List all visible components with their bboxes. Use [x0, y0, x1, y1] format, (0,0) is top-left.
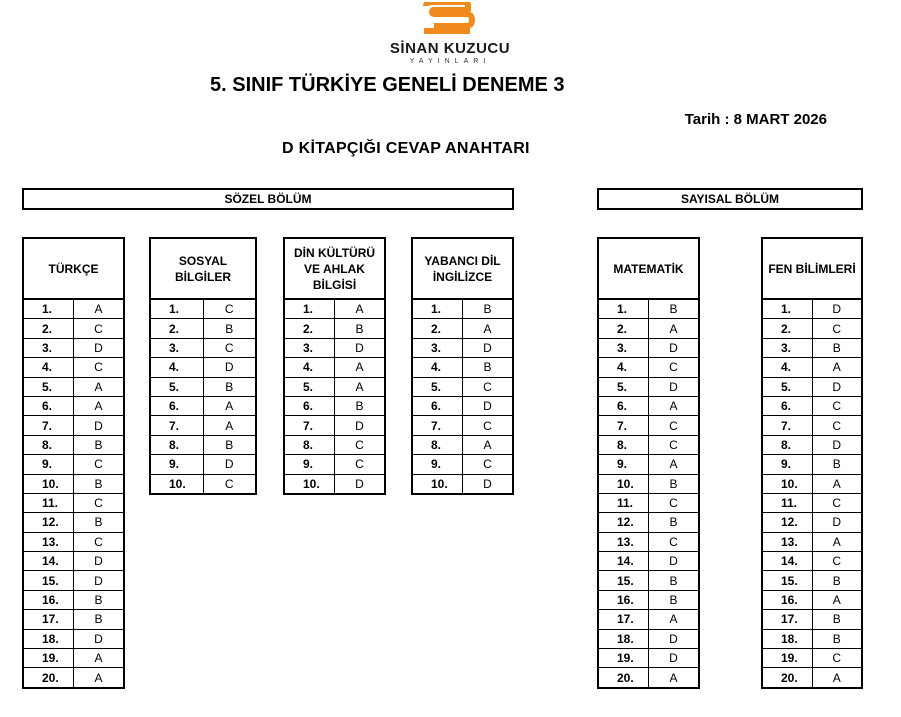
answer-letter: B — [203, 319, 256, 338]
answer-letter: A — [203, 396, 256, 415]
answer-letter: B — [812, 571, 862, 590]
answer-letter: D — [812, 513, 862, 532]
answer-row — [23, 474, 124, 493]
answer-letter: C — [203, 474, 256, 494]
book-stack-icon — [408, 2, 492, 40]
answer-letter: C — [463, 455, 514, 474]
answer-row — [598, 668, 699, 688]
question-number: 19. — [762, 649, 812, 668]
answer-row — [762, 649, 862, 668]
question-number: 18. — [598, 629, 649, 648]
answer-row — [598, 396, 699, 415]
question-number: 7. — [23, 416, 74, 435]
answer-letter: B — [812, 610, 862, 629]
answer-row — [150, 396, 256, 415]
answer-letter: B — [812, 455, 862, 474]
answer-letter: C — [812, 649, 862, 668]
answer-letter: C — [74, 455, 125, 474]
question-number: 10. — [150, 474, 203, 494]
question-number: 20. — [23, 668, 74, 688]
answer-letter: B — [335, 319, 386, 338]
answer-letter: D — [463, 396, 514, 415]
answer-letter: A — [812, 590, 862, 609]
subject-turkce — [22, 237, 125, 689]
answer-letter: B — [335, 396, 386, 415]
answer-table — [283, 298, 386, 495]
answer-letter: A — [74, 396, 125, 415]
question-number: 1. — [23, 299, 74, 319]
question-number: 20. — [598, 668, 649, 688]
question-number: 11. — [762, 493, 812, 512]
answer-row — [23, 513, 124, 532]
answer-letter: D — [649, 629, 700, 648]
answer-row — [762, 571, 862, 590]
answer-letter: D — [463, 474, 514, 494]
question-number: 4. — [412, 358, 463, 377]
answer-row — [150, 338, 256, 357]
answer-letter: B — [649, 571, 700, 590]
answer-row — [23, 299, 124, 319]
question-number: 6. — [412, 396, 463, 415]
question-number: 3. — [284, 338, 335, 357]
answer-row — [598, 377, 699, 396]
answer-row — [762, 474, 862, 493]
answer-letter: B — [649, 513, 700, 532]
answer-letter: B — [463, 358, 514, 377]
subject-matematik — [597, 237, 700, 689]
subject-title: DİN KÜLTÜRÜ VE AHLAK BİLGİSİ — [283, 237, 386, 300]
answer-letter: C — [649, 435, 700, 454]
answer-letter: C — [649, 358, 700, 377]
answer-letter: B — [74, 590, 125, 609]
answer-row — [23, 668, 124, 688]
question-number: 8. — [762, 435, 812, 454]
answer-letter: B — [74, 435, 125, 454]
question-number: 15. — [762, 571, 812, 590]
question-number: 8. — [23, 435, 74, 454]
answer-letter: C — [74, 319, 125, 338]
answer-letter: B — [74, 513, 125, 532]
question-number: 6. — [150, 396, 203, 415]
question-number: 9. — [150, 455, 203, 474]
answer-letter: C — [812, 396, 862, 415]
question-number: 7. — [412, 416, 463, 435]
question-number: 9. — [762, 455, 812, 474]
subject-ingilizce — [411, 237, 514, 495]
question-number: 11. — [23, 493, 74, 512]
answer-row — [23, 319, 124, 338]
answer-letter: A — [649, 455, 700, 474]
answer-letter: D — [463, 338, 514, 357]
answer-row — [150, 455, 256, 474]
answer-row — [598, 299, 699, 319]
answer-row — [762, 455, 862, 474]
answer-letter: D — [335, 416, 386, 435]
answer-row — [598, 319, 699, 338]
answer-letter: D — [812, 377, 862, 396]
answer-row — [284, 416, 385, 435]
question-number: 5. — [284, 377, 335, 396]
question-number: 1. — [762, 299, 812, 319]
answer-row — [412, 455, 513, 474]
answer-letter: C — [812, 416, 862, 435]
answer-row — [598, 532, 699, 551]
answer-row — [412, 416, 513, 435]
answer-row — [762, 396, 862, 415]
question-number: 19. — [23, 649, 74, 668]
answer-letter: A — [74, 299, 125, 319]
answer-letter: A — [649, 610, 700, 629]
question-number: 14. — [23, 552, 74, 571]
answer-row — [284, 435, 385, 454]
question-number: 3. — [150, 338, 203, 357]
question-number: 4. — [762, 358, 812, 377]
answer-row — [598, 610, 699, 629]
answer-row — [150, 474, 256, 494]
question-number: 9. — [284, 455, 335, 474]
answer-row — [598, 629, 699, 648]
answer-row — [23, 552, 124, 571]
answer-row — [284, 338, 385, 357]
subject-title: MATEMATİK — [597, 237, 700, 300]
answer-letter: B — [649, 590, 700, 609]
question-number: 7. — [150, 416, 203, 435]
answer-row — [150, 299, 256, 319]
answer-letter: D — [649, 649, 700, 668]
answer-row — [284, 455, 385, 474]
answer-table — [22, 298, 125, 689]
question-number: 5. — [762, 377, 812, 396]
question-number: 18. — [23, 629, 74, 648]
question-number: 2. — [23, 319, 74, 338]
answer-row — [23, 493, 124, 512]
answer-row — [284, 396, 385, 415]
answer-letter: A — [463, 319, 514, 338]
question-number: 9. — [598, 455, 649, 474]
question-number: 6. — [284, 396, 335, 415]
subject-title: SOSYAL BİLGİLER — [149, 237, 257, 300]
question-number: 10. — [23, 474, 74, 493]
answer-row — [762, 668, 862, 688]
answer-row — [762, 377, 862, 396]
subject-title: YABANCI DİL İNGİLİZCE — [411, 237, 514, 300]
brand-name: SİNAN KUZUCU — [389, 40, 511, 57]
answer-table — [411, 298, 514, 495]
question-number: 4. — [23, 358, 74, 377]
answer-row — [412, 299, 513, 319]
question-number: 16. — [762, 590, 812, 609]
answer-row — [412, 396, 513, 415]
question-number: 10. — [284, 474, 335, 494]
answer-letter: D — [74, 571, 125, 590]
question-number: 5. — [598, 377, 649, 396]
question-number: 8. — [598, 435, 649, 454]
answer-row — [412, 435, 513, 454]
answer-letter: D — [203, 358, 256, 377]
question-number: 17. — [598, 610, 649, 629]
answer-letter: C — [649, 416, 700, 435]
answer-letter: A — [335, 377, 386, 396]
answer-row — [23, 358, 124, 377]
answer-letter: D — [335, 474, 386, 494]
answer-letter: C — [649, 532, 700, 551]
answer-row — [23, 377, 124, 396]
question-number: 10. — [598, 474, 649, 493]
answer-row — [412, 338, 513, 357]
answer-row — [762, 358, 862, 377]
answer-row — [762, 435, 862, 454]
question-number: 11. — [598, 493, 649, 512]
question-number: 17. — [762, 610, 812, 629]
question-number: 7. — [598, 416, 649, 435]
subject-din — [283, 237, 386, 495]
answer-row — [598, 513, 699, 532]
answer-letter: B — [812, 629, 862, 648]
answer-row — [23, 338, 124, 357]
answer-row — [23, 455, 124, 474]
answer-row — [598, 416, 699, 435]
answer-row — [762, 513, 862, 532]
question-number: 10. — [762, 474, 812, 493]
question-number: 2. — [412, 319, 463, 338]
answer-row — [284, 377, 385, 396]
question-number: 18. — [762, 629, 812, 648]
question-number: 5. — [23, 377, 74, 396]
answer-letter: B — [74, 474, 125, 493]
question-number: 9. — [23, 455, 74, 474]
answer-letter: A — [335, 358, 386, 377]
answer-row — [150, 435, 256, 454]
answer-letter: D — [74, 338, 125, 357]
answer-row — [23, 416, 124, 435]
answer-row — [284, 299, 385, 319]
question-number: 13. — [23, 532, 74, 551]
answer-row — [762, 552, 862, 571]
answer-letter: B — [463, 299, 514, 319]
question-number: 16. — [598, 590, 649, 609]
question-number: 12. — [598, 513, 649, 532]
answer-row — [412, 358, 513, 377]
answer-letter: A — [74, 649, 125, 668]
answer-row — [598, 493, 699, 512]
answer-row — [762, 610, 862, 629]
answer-letter: C — [335, 455, 386, 474]
answer-row — [23, 649, 124, 668]
answer-table — [761, 298, 863, 689]
brand-subtitle: YAYINLARI — [409, 58, 491, 65]
answer-table — [597, 298, 700, 689]
answer-row — [598, 358, 699, 377]
answer-letter: B — [649, 299, 700, 319]
question-number: 8. — [412, 435, 463, 454]
question-number: 15. — [598, 571, 649, 590]
answer-letter: B — [812, 338, 862, 357]
answer-letter: A — [335, 299, 386, 319]
page-title: 5. SINIF TÜRKİYE GENELİ DENEME 3 — [210, 74, 565, 96]
answer-letter: B — [649, 474, 700, 493]
question-number: 12. — [762, 513, 812, 532]
answer-row — [762, 493, 862, 512]
answer-row — [762, 590, 862, 609]
subject-fen — [761, 237, 863, 689]
question-number: 8. — [284, 435, 335, 454]
answer-letter: C — [812, 319, 862, 338]
answer-letter: C — [335, 435, 386, 454]
answer-row — [412, 474, 513, 494]
question-number: 2. — [598, 319, 649, 338]
subject-title: FEN BİLİMLERİ — [761, 237, 863, 300]
answer-letter: C — [203, 299, 256, 319]
answer-letter: A — [649, 396, 700, 415]
answer-row — [412, 319, 513, 338]
section-sozel: SÖZEL BÖLÜM — [22, 188, 514, 210]
publisher-logo — [380, 2, 520, 70]
question-number: 3. — [598, 338, 649, 357]
question-number: 8. — [150, 435, 203, 454]
question-number: 12. — [23, 513, 74, 532]
answer-letter: B — [203, 435, 256, 454]
question-number: 1. — [150, 299, 203, 319]
question-number: 14. — [762, 552, 812, 571]
answer-row — [284, 358, 385, 377]
answer-row — [598, 571, 699, 590]
answer-letter: D — [74, 629, 125, 648]
answer-row — [150, 377, 256, 396]
question-number: 13. — [762, 532, 812, 551]
answer-row — [598, 455, 699, 474]
answer-letter: D — [203, 455, 256, 474]
answer-letter: C — [203, 338, 256, 357]
answer-letter: A — [203, 416, 256, 435]
question-number: 1. — [284, 299, 335, 319]
subject-title: TÜRKÇE — [22, 237, 125, 300]
answer-row — [23, 532, 124, 551]
question-number: 17. — [23, 610, 74, 629]
exam-date: Tarih : 8 MART 2026 — [684, 111, 827, 128]
question-number: 6. — [23, 396, 74, 415]
answer-letter: C — [649, 493, 700, 512]
answer-row — [598, 552, 699, 571]
answer-row — [23, 610, 124, 629]
answer-letter: A — [649, 319, 700, 338]
answer-row — [762, 338, 862, 357]
answer-letter: A — [812, 532, 862, 551]
question-number: 5. — [412, 377, 463, 396]
answer-row — [23, 435, 124, 454]
answer-row — [762, 319, 862, 338]
question-number: 6. — [598, 396, 649, 415]
answer-row — [284, 319, 385, 338]
page-subtitle: D KİTAPÇIĞI CEVAP ANAHTARI — [282, 140, 530, 157]
question-number: 20. — [762, 668, 812, 688]
answer-letter: C — [74, 358, 125, 377]
question-number: 14. — [598, 552, 649, 571]
answer-letter: D — [335, 338, 386, 357]
question-number: 4. — [598, 358, 649, 377]
answer-row — [598, 649, 699, 668]
answer-row — [412, 377, 513, 396]
answer-row — [762, 299, 862, 319]
question-number: 9. — [412, 455, 463, 474]
answer-row — [150, 358, 256, 377]
answer-letter: C — [74, 532, 125, 551]
question-number: 2. — [284, 319, 335, 338]
answer-row — [23, 571, 124, 590]
answer-row — [762, 532, 862, 551]
question-number: 15. — [23, 571, 74, 590]
question-number: 2. — [150, 319, 203, 338]
question-number: 3. — [412, 338, 463, 357]
answer-letter: A — [812, 474, 862, 493]
answer-letter: C — [812, 552, 862, 571]
question-number: 1. — [412, 299, 463, 319]
answer-row — [598, 590, 699, 609]
answer-letter: A — [649, 668, 700, 688]
answer-row — [598, 435, 699, 454]
question-number: 19. — [598, 649, 649, 668]
answer-row — [598, 474, 699, 493]
answer-letter: C — [463, 377, 514, 396]
answer-letter: D — [649, 377, 700, 396]
question-number: 13. — [598, 532, 649, 551]
answer-row — [23, 590, 124, 609]
answer-letter: D — [74, 552, 125, 571]
answer-row — [150, 319, 256, 338]
answer-letter: C — [463, 416, 514, 435]
answer-row — [762, 629, 862, 648]
answer-letter: D — [649, 338, 700, 357]
answer-letter: B — [203, 377, 256, 396]
answer-letter: D — [812, 435, 862, 454]
answer-row — [23, 629, 124, 648]
answer-letter: A — [74, 668, 125, 688]
subject-sosyal — [149, 237, 257, 495]
answer-letter: A — [74, 377, 125, 396]
question-number: 6. — [762, 396, 812, 415]
answer-row — [762, 416, 862, 435]
answer-row — [23, 396, 124, 415]
answer-letter: D — [649, 552, 700, 571]
question-number: 10. — [412, 474, 463, 494]
question-number: 16. — [23, 590, 74, 609]
section-sayisal: SAYISAL BÖLÜM — [597, 188, 863, 210]
answer-table — [149, 298, 257, 495]
answer-row — [598, 338, 699, 357]
answer-letter: D — [74, 416, 125, 435]
question-number: 7. — [284, 416, 335, 435]
question-number: 2. — [762, 319, 812, 338]
answer-row — [150, 416, 256, 435]
answer-letter: A — [463, 435, 514, 454]
answer-letter: C — [812, 493, 862, 512]
question-number: 5. — [150, 377, 203, 396]
answer-letter: A — [812, 668, 862, 688]
question-number: 7. — [762, 416, 812, 435]
answer-letter: B — [74, 610, 125, 629]
answer-letter: A — [812, 358, 862, 377]
answer-letter: D — [812, 299, 862, 319]
answer-letter: C — [74, 493, 125, 512]
question-number: 1. — [598, 299, 649, 319]
question-number: 4. — [284, 358, 335, 377]
question-number: 3. — [762, 338, 812, 357]
answer-row — [284, 474, 385, 494]
question-number: 3. — [23, 338, 74, 357]
question-number: 4. — [150, 358, 203, 377]
